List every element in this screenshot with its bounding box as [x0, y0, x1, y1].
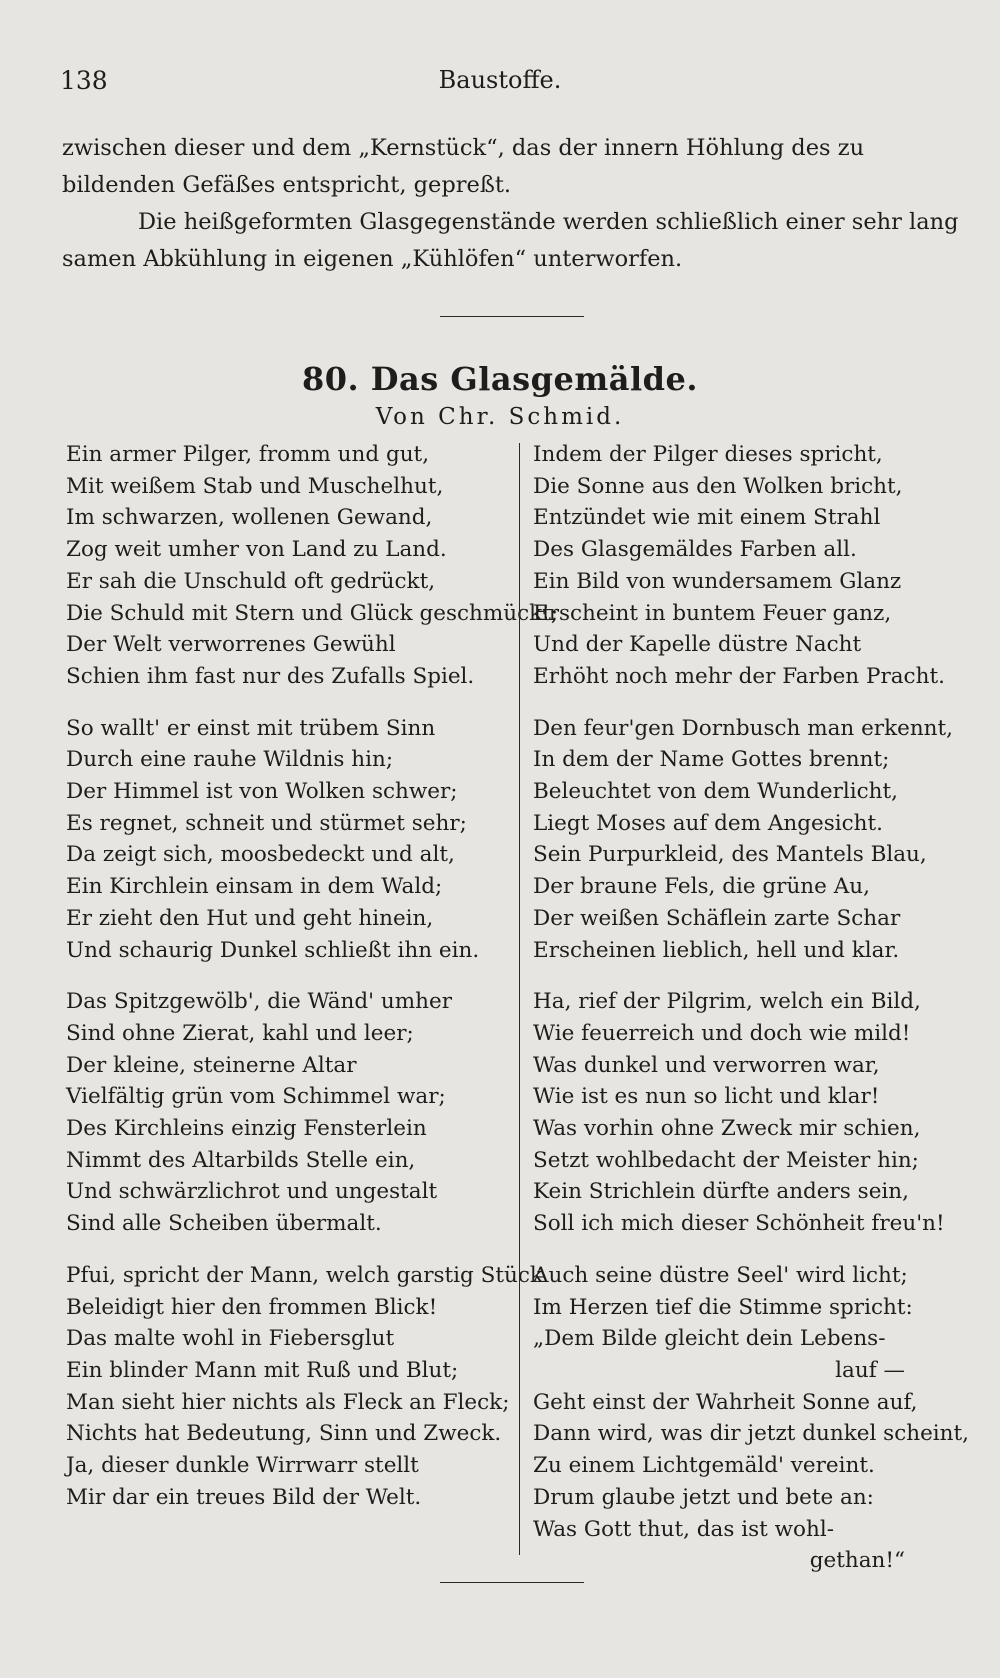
- verse-line: Pfui, spricht der Mann, welch garstig Stück: [66, 1262, 543, 1288]
- verse-line: Was Gott thut, das ist wohl-: [533, 1516, 834, 1542]
- verse-line: Des Kirchleins einzig Fensterlein: [66, 1116, 427, 1142]
- section-rule-bottom: [440, 1582, 584, 1583]
- verse-line: Ein blinder Mann mit Ruß und Blut;: [66, 1357, 459, 1383]
- verse-line: Der kleine, steinerne Altar: [66, 1052, 357, 1078]
- verse-line: Und schaurig Dunkel schließt ihn ein.: [66, 937, 480, 963]
- verse-line: Kein Strichlein dürfte anders sein,: [533, 1179, 909, 1205]
- stanza: [533, 439, 965, 693]
- verse-line: Sein Purpurkleid, des Mantels Blau,: [533, 842, 927, 868]
- stanza: [533, 713, 965, 967]
- verse-line: Das Spitzgewölb', die Wänd' umher: [66, 989, 452, 1015]
- verse-line: Nichts hat Bedeutung, Sinn und Zweck.: [66, 1421, 502, 1447]
- verse-line: Was dunkel und verworren war,: [533, 1052, 880, 1078]
- stanza: [66, 439, 559, 693]
- verse-line: Man sieht hier nichts als Fleck an Fleck;: [66, 1389, 510, 1415]
- verse-line: Erhöht noch mehr der Farben Pracht.: [533, 663, 945, 689]
- poem-byline: Von Chr. Schmid.: [375, 404, 625, 430]
- verse-line: Soll ich mich dieser Schönheit freu'n!: [533, 1211, 945, 1237]
- verse-line: Des Glasgemäldes Farben all.: [533, 537, 857, 563]
- prose-section: [62, 130, 962, 278]
- verse-line: Im Herzen tief die Stimme spricht:: [533, 1294, 913, 1320]
- verse-line: Beleidigt hier den frommen Blick!: [66, 1294, 438, 1320]
- verse-line-continuation: lauf —: [835, 1357, 905, 1383]
- verse-line: Schien ihm fast nur des Zufalls Spiel.: [66, 663, 475, 689]
- stanza: [66, 1260, 543, 1514]
- verse-line: Die Sonne aus den Wolken bricht,: [533, 473, 903, 499]
- verse-line: Die Schuld mit Stern und Glück geschmückt;: [66, 600, 559, 626]
- verse-line: In dem der Name Gottes brennt;: [533, 747, 890, 773]
- verse-line: Und der Kapelle düstre Nacht: [533, 632, 862, 658]
- verse-line: Sind alle Scheiben übermalt.: [66, 1211, 382, 1237]
- verse-line-continuation: gethan!“: [809, 1548, 905, 1574]
- verse-line: Nimmt des Altarbilds Stelle ein,: [66, 1147, 416, 1173]
- verse-line: Erscheint in buntem Feuer ganz,: [533, 600, 892, 626]
- stanza: [533, 1260, 970, 1577]
- verse-line: Es regnet, schneit und stürmet sehr;: [66, 810, 467, 836]
- verse-line: Mit weißem Stab und Muschelhut,: [66, 473, 444, 499]
- verse-line: „Dem Bilde gleicht dein Lebens-: [533, 1326, 886, 1352]
- verse-line: Indem der Pilger dieses spricht,: [533, 442, 883, 467]
- verse-line: Zu einem Lichtgemäld' vereint.: [533, 1453, 875, 1479]
- verse-line: Ja, dieser dunkle Wirrwarr stellt: [66, 1453, 419, 1479]
- verse-line: Wie feuerreich und doch wie mild!: [533, 1020, 911, 1046]
- verse-line: Da zeigt sich, moosbedeckt und alt,: [66, 842, 455, 868]
- page-number: 138: [60, 66, 108, 95]
- verse-line: Auch seine düstre Seel' wird licht;: [533, 1262, 908, 1288]
- verse-line: Vielfältig grün vom Schimmel war;: [66, 1084, 446, 1110]
- verse-line: Den feur'gen Dornbusch man erkennt,: [533, 715, 954, 741]
- verse-line: Das malte wohl in Fiebersglut: [66, 1326, 395, 1352]
- prose-paragraph-1: zwischen dieser und dem „Kernstück“, das der innern Höhlung des zu bildenden Gefäßes entspricht, gepreßt.: [62, 135, 865, 198]
- stanza: [533, 986, 965, 1240]
- verse-line: Was vorhin ohne Zweck mir schien,: [533, 1116, 921, 1142]
- poem-column-left: [66, 439, 559, 1534]
- running-head: Baustoffe.: [438, 66, 562, 94]
- verse-line: Er sah die Unschuld oft gedrückt,: [66, 568, 436, 594]
- verse-line: Ein Kirchlein einsam in dem Wald;: [66, 874, 443, 900]
- verse-line: Der braune Fels, die grüne Au,: [533, 874, 870, 900]
- section-rule-top: [440, 316, 584, 317]
- verse-line: Durch eine rauhe Wildnis hin;: [66, 747, 394, 773]
- verse-line: Dann wird, was dir jetzt dunkel scheint,: [533, 1421, 970, 1447]
- verse-line: Der weißen Schäflein zarte Schar: [533, 905, 901, 931]
- verse-line: Im schwarzen, wollenen Gewand,: [66, 505, 433, 531]
- verse-line: Ein armer Pilger, fromm und gut,: [66, 442, 430, 467]
- column-divider: [519, 443, 520, 1555]
- verse-line: Sind ohne Zierat, kahl und leer;: [66, 1020, 414, 1046]
- verse-line: Zog weit umher von Land zu Land.: [66, 537, 447, 563]
- verse-line: Der Himmel ist von Wolken schwer;: [66, 779, 458, 805]
- prose-paragraph-2: Die heißgeformten Glasgegenstände werden schließlich einer sehr lang samen Abkühlung in eigenen „Kühlöfen“ unterworfen.: [62, 209, 959, 272]
- verse-line: Geht einst der Wahrheit Sonne auf,: [533, 1389, 918, 1415]
- verse-line: Und schwärzlichrot und ungestalt: [66, 1179, 438, 1205]
- poem-column-right: [533, 439, 970, 1597]
- verse-line: Ha, rief der Pilgrim, welch ein Bild,: [533, 989, 921, 1015]
- verse-line: Erscheinen lieblich, hell und klar.: [533, 937, 900, 963]
- verse-line: Der Welt verworrenes Gewühl: [66, 632, 396, 658]
- verse-line: Ein Bild von wundersamem Glanz: [533, 568, 902, 594]
- poem-title: 80. Das Glasgemälde.: [301, 360, 699, 398]
- verse-line: So wallt' er einst mit trübem Sinn: [66, 715, 436, 741]
- verse-line: Mir dar ein treues Bild der Welt.: [66, 1484, 422, 1510]
- verse-line: Drum glaube jetzt und bete an:: [533, 1484, 874, 1510]
- verse-line: Setzt wohlbedacht der Meister hin;: [533, 1147, 919, 1173]
- page-header: [60, 66, 940, 106]
- stanza: [66, 986, 516, 1240]
- verse-line: Beleuchtet von dem Wunderlicht,: [533, 779, 898, 805]
- verse-line: Entzündet wie mit einem Strahl: [533, 505, 881, 531]
- verse-line: Er zieht den Hut und geht hinein,: [66, 905, 434, 931]
- verse-line: Liegt Moses auf dem Angesicht.: [533, 810, 883, 836]
- verse-line: Wie ist es nun so licht und klar!: [533, 1084, 880, 1110]
- stanza: [66, 713, 516, 967]
